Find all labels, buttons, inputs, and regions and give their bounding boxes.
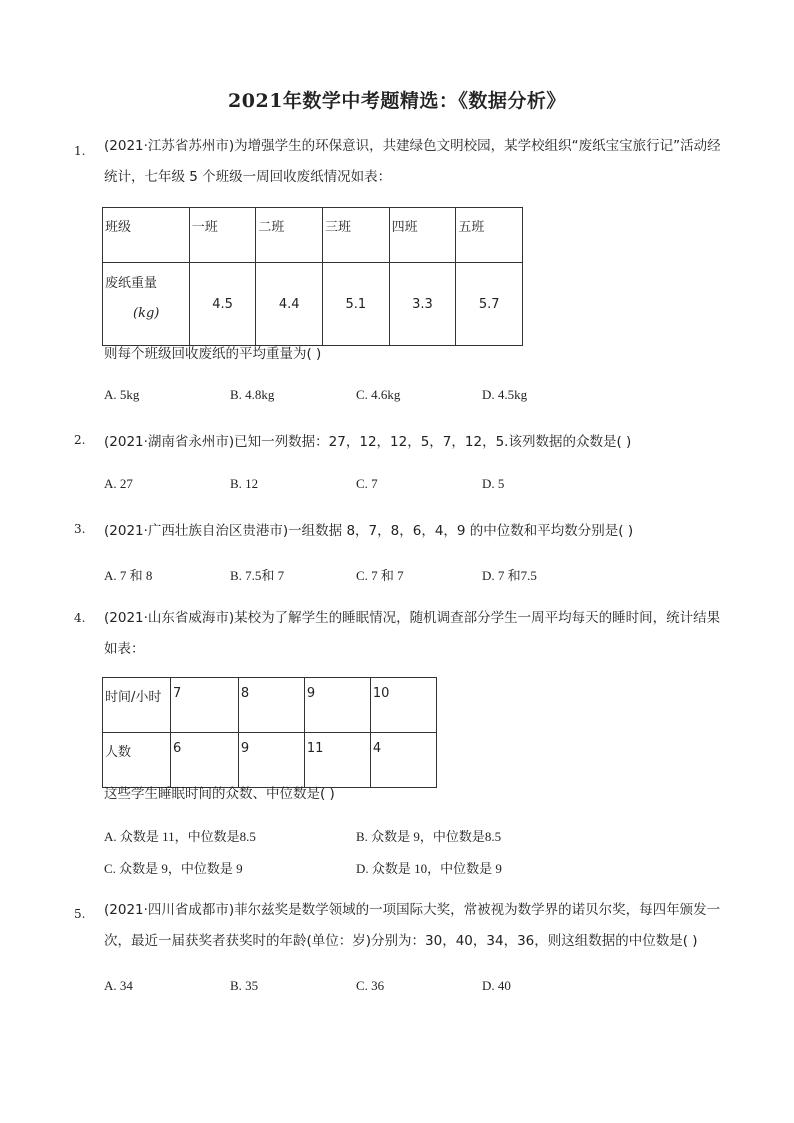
question-5-text: (2021·四川省成都市)菲尔兹奖是数学领域的一项国际大奖，常被视为数学界的诺贝尔奖，每四年颁发一次，最近一届获奖者获奖时的年龄(单位：岁)分别为：30，40，34，36，则这组数据的中位数是( ) — [104, 902, 721, 949]
q5-option-b: B. 35 — [230, 978, 259, 993]
q4-option-a: A. 众数是 11，中位数是8.5 — [104, 829, 256, 844]
q5-option-a: A. 34 — [104, 978, 133, 993]
table-header-cell: 二班 — [256, 208, 323, 263]
question-1-text: (2021·江苏省苏州市)为增强学生的环保意识，共建绿色文明校园，某学校组织“废纸宝宝旅行记”活动经统计，七年级 5 个班级一周回收废纸情况如表： — [104, 138, 721, 185]
table-header-cell: 时间/小时 — [103, 678, 171, 733]
table-header-cell: 8 — [238, 678, 304, 733]
table-cell: 6 — [171, 733, 239, 788]
q1-option-b: B. 4.8kg — [230, 387, 275, 402]
q5-option-d: D. 40 — [482, 978, 511, 993]
q3-option-b: B. 7.5和 7 — [230, 568, 285, 583]
table-cell: 4.4 — [256, 263, 323, 346]
sleep-time-table — [102, 677, 437, 788]
q1-option-c: C. 4.6kg — [356, 387, 401, 402]
q2-option-c: C. 7 — [356, 476, 378, 491]
question-4-text: (2021·山东省威海市)某校为了解学生的睡眠情况，随机调查部分学生一周平均每天的睡时间，统计结果如表： — [104, 610, 721, 657]
question-4-prompt: 这些学生睡眠时间的众数、中位数是( ) — [104, 786, 335, 802]
q3-option-d: D. 7 和7.5 — [482, 568, 537, 583]
question-2-number: 2. — [74, 433, 86, 447]
table-header-cell: 五班 — [456, 208, 523, 263]
table-header-cell: 7 — [171, 678, 239, 733]
table-header-cell: 班级 — [103, 208, 190, 263]
row-label-unit: (kg) — [133, 306, 160, 321]
row-label-line1: 废纸重量 — [105, 276, 158, 291]
question-1-number: 1. — [74, 144, 86, 158]
question-2-text: (2021·湖南省永州市)已知一列数据：27，12，12，5，7，12，5.该列数据的众数是( ) — [104, 434, 632, 450]
table-header-cell: 一班 — [189, 208, 256, 263]
question-1-prompt: 则每个班级回收废纸的平均重量为( ) — [104, 346, 322, 362]
q4-option-d: D. 众数是 10，中位数是 9 — [356, 861, 502, 876]
q4-option-c: C. 众数是 9，中位数是 9 — [104, 861, 243, 876]
question-5-number: 5. — [74, 907, 86, 921]
q1-option-a: A. 5kg — [104, 387, 140, 402]
question-4-number: 4. — [74, 611, 86, 625]
q3-option-a: A. 7 和 8 — [104, 568, 153, 583]
table-row-label: 人数 — [103, 733, 171, 788]
q5-option-c: C. 36 — [356, 978, 385, 993]
table-cell: 4.5 — [189, 263, 256, 346]
table-cell: 5.7 — [456, 263, 523, 346]
q4-option-b: B. 众数是 9，中位数是8.5 — [356, 829, 502, 844]
question-3-text: (2021·广西壮族自治区贵港市)一组数据 8，7，8，6，4，9 的中位数和平均数分别是( ) — [104, 523, 634, 539]
table-header-cell: 四班 — [389, 208, 456, 263]
question-3-number: 3. — [74, 522, 86, 536]
table-header-cell: 三班 — [323, 208, 390, 263]
table-cell: 9 — [238, 733, 304, 788]
table-header-cell: 10 — [370, 678, 436, 733]
table-row-label — [103, 263, 190, 346]
table-cell: 11 — [304, 733, 370, 788]
q2-option-a: A. 27 — [104, 476, 133, 491]
waste-paper-table — [102, 207, 523, 346]
table-cell: 5.1 — [323, 263, 390, 346]
q3-option-c: C. 7 和 7 — [356, 568, 404, 583]
q2-option-b: B. 12 — [230, 476, 259, 491]
document-title: 2021年数学中考题精选：《数据分析》 — [228, 90, 566, 112]
table-cell: 4 — [370, 733, 436, 788]
table-cell: 3.3 — [389, 263, 456, 346]
q1-option-d: D. 4.5kg — [482, 387, 528, 402]
q2-option-d: D. 5 — [482, 476, 505, 491]
table-header-cell: 9 — [304, 678, 370, 733]
